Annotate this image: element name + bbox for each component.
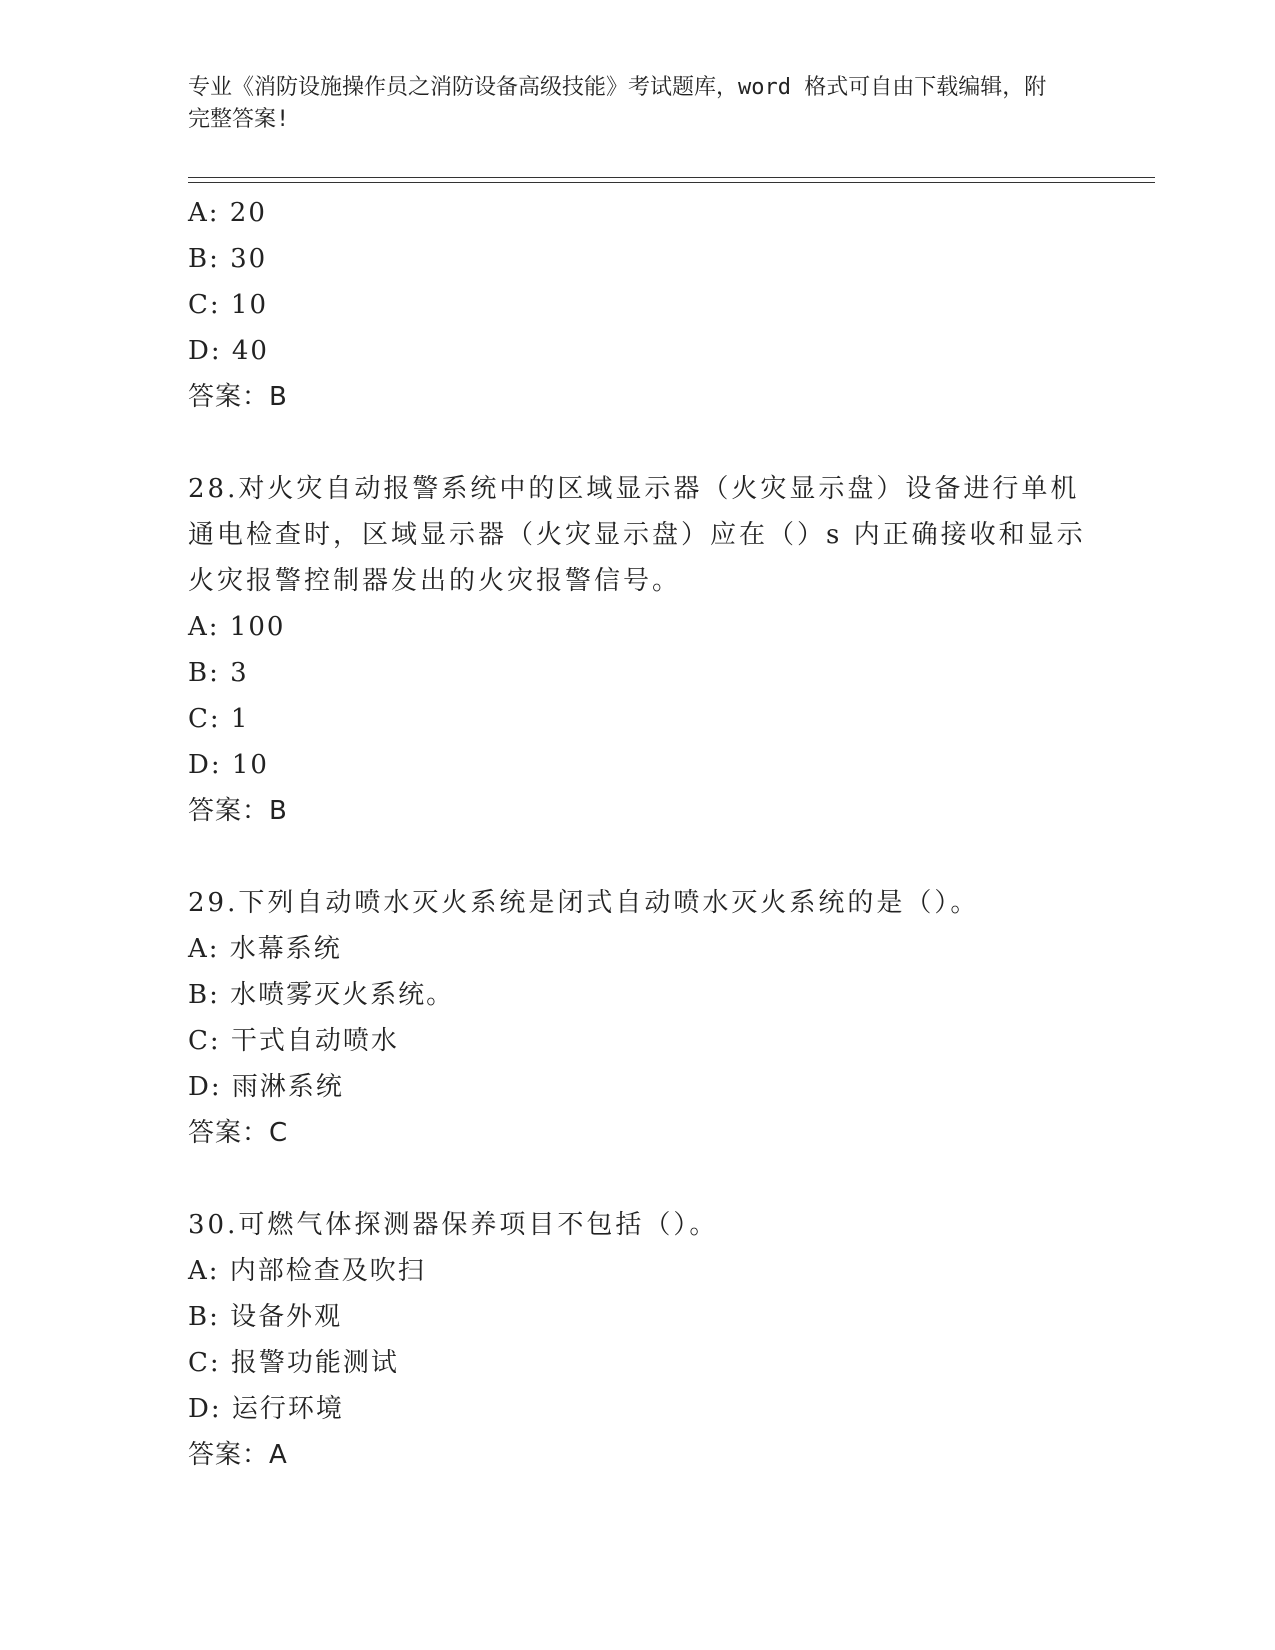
question-block-27 [188, 190, 1088, 420]
option-c: C: 1 [188, 704, 250, 734]
answer-label: 答案：B [188, 796, 288, 826]
option-b: B: 设备外观 [188, 1302, 343, 1332]
option-a: A: 内部检查及吹扫 [188, 1256, 426, 1286]
question-text-line: 28.对火灾自动报警系统中的区域显示器（火灾显示盘）设备进行单机 [188, 474, 1080, 504]
option-b: B: 3 [188, 658, 249, 688]
question-block-28 [188, 466, 1088, 834]
question-text-line: 30.可燃气体探测器保养项目不包括（）。 [188, 1210, 719, 1240]
question-text-line: 火灾报警控制器发出的火灾报警信号。 [188, 566, 682, 596]
option-b: B: 30 [188, 244, 268, 274]
answer-label: 答案：C [188, 1118, 289, 1148]
option-d: D: 运行环境 [188, 1394, 344, 1424]
option-d: D: 40 [188, 336, 269, 366]
question-block-30 [188, 1202, 1088, 1478]
option-a: A: 20 [188, 198, 267, 228]
header-rule-top [188, 177, 1155, 178]
document-header: 专业《消防设施操作员之消防设备高级技能》考试题库，word 格式可自由下载编辑，附完整答案! [188, 75, 1047, 132]
answer-label: 答案：A [188, 1440, 288, 1470]
question-list [188, 190, 1088, 1478]
option-b: B: 水喷雾灭火系统。 [188, 980, 455, 1010]
option-d: D: 雨淋系统 [188, 1072, 344, 1102]
answer-label: 答案：B [188, 382, 288, 412]
question-text-line: 通电检查时，区域显示器（火灾显示盘）应在（）s 内正确接收和显示 [188, 520, 1086, 550]
option-a: A: 水幕系统 [188, 934, 342, 964]
option-d: D: 10 [188, 750, 269, 780]
option-c: C: 报警功能测试 [188, 1348, 399, 1378]
question-block-29 [188, 880, 1088, 1156]
question-text-line: 29.下列自动喷水灭火系统是闭式自动喷水灭火系统的是（）。 [188, 888, 980, 918]
option-c: C: 10 [188, 290, 269, 320]
header-rule-bottom [188, 182, 1155, 183]
option-c: C: 干式自动喷水 [188, 1026, 399, 1056]
option-a: A: 100 [188, 612, 286, 642]
